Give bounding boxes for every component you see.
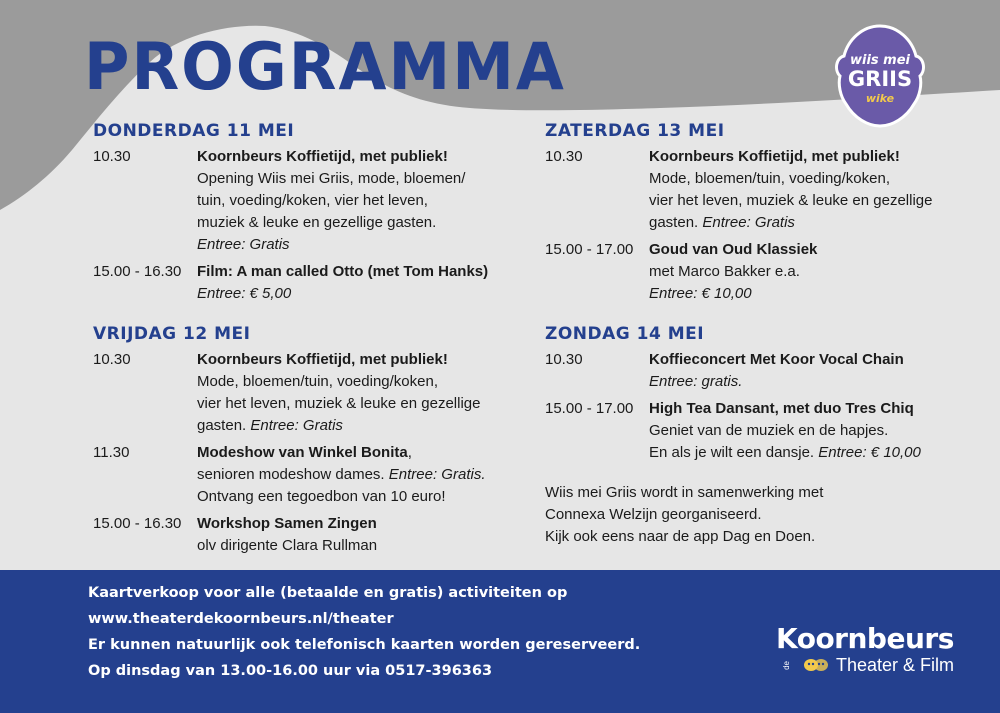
event-time: 11.30	[93, 444, 130, 461]
event-title	[649, 146, 965, 168]
right-column	[545, 120, 965, 548]
event-entry: Entree: € 5,00	[197, 285, 292, 302]
event-time: 15.00 - 16.30	[93, 263, 182, 280]
collaboration-note	[545, 482, 965, 548]
event-entry: Entree: Gratis.	[388, 466, 486, 483]
note-line: Connexa Welzijn georganiseerd.	[545, 506, 762, 523]
event-entry: Entree: € 10,00	[818, 444, 921, 461]
event-entry: Entree: Gratis	[197, 236, 290, 253]
event-body	[649, 146, 965, 234]
event-title	[197, 349, 513, 371]
event-line: muziek & leuke en gezellige gasten.	[197, 214, 437, 231]
event-title	[197, 146, 513, 168]
event-row	[545, 146, 965, 234]
event-row	[93, 146, 513, 256]
event-entry: Entree: Gratis	[250, 417, 343, 434]
event-line: vier het leven, muziek & leuke en gezellige	[197, 395, 481, 412]
event-row	[93, 349, 513, 437]
event-line: vier het leven, muziek & leuke en gezellige	[649, 192, 933, 209]
event-entry: Entree: Gratis	[702, 214, 795, 231]
left-column	[93, 120, 513, 575]
event-line: Geniet van de muziek en de hapjes.	[649, 422, 889, 439]
event-row	[93, 442, 513, 508]
day-block	[545, 120, 965, 305]
event-title-text: Film: A man called Otto (met Tom Hanks)	[197, 263, 489, 280]
event-entry-line	[197, 415, 513, 437]
event-title-text: Goud van Oud Klassiek	[649, 241, 818, 258]
event-line: Mode, bloemen/tuin, voeding/koken,	[649, 170, 890, 187]
wiis-mei-griis-badge	[832, 22, 928, 130]
badge-line1: wiis mei	[849, 53, 911, 68]
day-heading: DONDERDAG 11 MEI	[93, 121, 295, 141]
event-row	[93, 513, 513, 557]
event-body	[649, 349, 965, 393]
event-line-text: senioren modeshow dames.	[197, 466, 385, 483]
event-row	[545, 349, 965, 393]
footer-bar	[0, 570, 1000, 713]
day-heading: ZONDAG 14 MEI	[545, 324, 705, 344]
footer-line-website[interactable]: www.theaterdekoornbeurs.nl/theater	[88, 611, 394, 627]
event-entry-line	[649, 212, 965, 234]
day-heading: ZATERDAG 13 MEI	[545, 121, 725, 141]
event-title	[197, 442, 513, 464]
event-entry: Entree: € 10,00	[649, 285, 752, 302]
event-body	[649, 398, 965, 464]
note-line: Wiis mei Griis wordt in samenwerking met	[545, 484, 824, 501]
event-body	[197, 146, 513, 256]
event-body	[197, 349, 513, 437]
event-title-suffix: ,	[407, 444, 412, 461]
event-title	[649, 349, 965, 371]
logo-subtitle: Theater & Film	[836, 655, 955, 675]
day-heading: VRIJDAG 12 MEI	[93, 324, 251, 344]
footer-text	[88, 580, 640, 684]
day-block	[93, 120, 513, 305]
day-block	[93, 323, 513, 557]
event-entry-line	[649, 442, 965, 464]
event-line: olv dirigente Clara Rullman	[197, 537, 378, 554]
event-title-text: Koornbeurs Koffietijd, met publiek!	[649, 148, 900, 165]
event-title	[649, 398, 965, 420]
event-body	[197, 261, 513, 305]
event-title-text: Modeshow van Winkel Bonita	[197, 444, 408, 461]
event-entry-line	[197, 464, 513, 486]
badge-line2: GRIIS	[847, 67, 913, 91]
event-time: 10.30	[545, 148, 583, 165]
masks-icon	[802, 658, 830, 672]
event-time: 15.00 - 17.00	[545, 241, 634, 258]
event-time: 10.30	[93, 351, 131, 368]
event-line: met Marco Bakker e.a.	[649, 263, 800, 280]
badge-line3: wike	[865, 92, 895, 105]
footer-line-phone-info: Er kunnen natuurlijk ook telefonisch kaarten worden gereserveerd.	[88, 637, 641, 653]
page-title: PROGRAMMA	[84, 28, 566, 105]
event-line: Ontvang een tegoedbon van 10 euro!	[197, 488, 446, 505]
event-entry-line	[649, 283, 965, 305]
event-body	[197, 513, 513, 557]
event-entry-line	[197, 283, 513, 305]
footer-line-phone-hours: Op dinsdag van 13.00-16.00 uur via 0517-396363	[88, 663, 493, 679]
event-time: 10.30	[545, 351, 583, 368]
event-body	[649, 239, 965, 305]
logo-prefix: de	[782, 660, 791, 670]
event-line-text: gasten.	[197, 417, 247, 434]
event-row	[545, 239, 965, 305]
event-line: Mode, bloemen/tuin, voeding/koken,	[197, 373, 438, 390]
event-body	[197, 442, 513, 508]
event-time: 15.00 - 16.30	[93, 515, 182, 532]
logo-name: Koornbeurs	[776, 622, 954, 655]
event-title	[197, 513, 513, 535]
note-line: Kijk ook eens naar de app Dag en Doen.	[545, 528, 816, 545]
event-title-text: Koornbeurs Koffietijd, met publiek!	[197, 148, 448, 165]
koornbeurs-logo	[776, 624, 966, 676]
event-title-text: Koornbeurs Koffietijd, met publiek!	[197, 351, 448, 368]
event-entry-line	[649, 371, 965, 393]
event-title	[649, 239, 965, 261]
footer-line-sales: Kaartverkoop voor alle (betaalde en gratis) activiteiten op	[88, 585, 568, 601]
event-line: tuin, voeding/koken, vier het leven,	[197, 192, 428, 209]
event-row	[545, 398, 965, 464]
day-block	[545, 323, 965, 464]
event-time: 15.00 - 17.00	[545, 400, 634, 417]
event-title-text: Koffieconcert Met Koor Vocal Chain	[649, 351, 904, 368]
event-time: 10.30	[93, 148, 131, 165]
event-title-text: High Tea Dansant, met duo Tres Chiq	[649, 400, 914, 417]
event-line-text: En als je wilt een dansje.	[649, 444, 815, 461]
event-entry: Entree: gratis.	[649, 373, 743, 390]
event-line: Opening Wiis mei Griis, mode, bloemen/	[197, 170, 466, 187]
event-line-text: gasten.	[649, 214, 699, 231]
event-row	[93, 261, 513, 305]
event-title-text: Workshop Samen Zingen	[197, 515, 377, 532]
event-title	[197, 261, 513, 283]
event-entry-line	[197, 234, 513, 256]
